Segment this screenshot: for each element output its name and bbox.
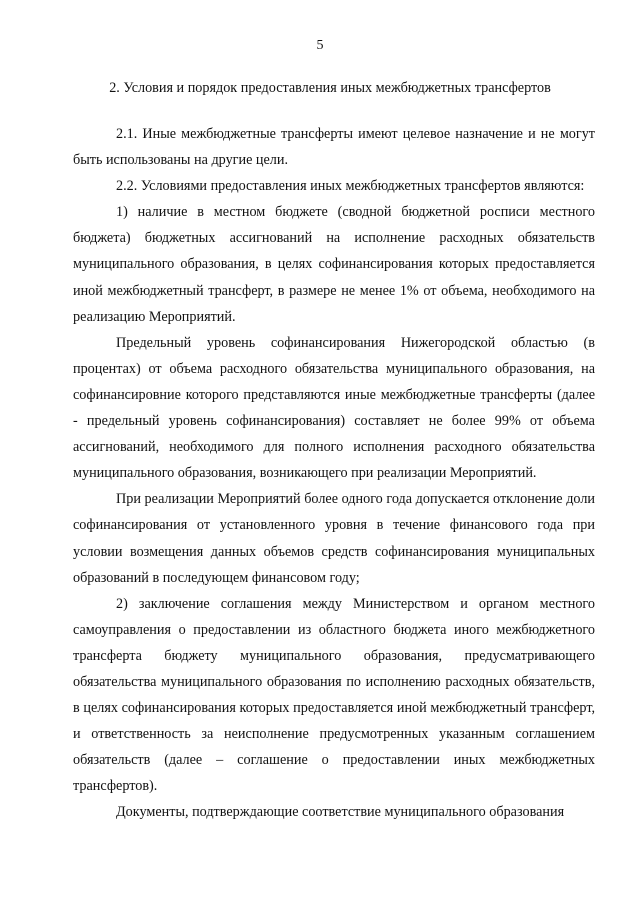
paragraph-multiyear-deviation: При реализации Мероприятий более одного года допускается отклонение доли софинансирования от установленного уровня в течение финансового года при условии возмещения данных объемов средств софинансирования муниципальных образований в последующем финансовом году; — [73, 491, 595, 586]
paragraph-2-1: 2.1. Иные межбюджетные трансферты имеют целевое назначение и не могут быть использованы на другие цели. — [73, 126, 595, 169]
paragraph-documents: Документы, подтверждающие соответствие муниципального образования — [116, 804, 565, 821]
paragraph-2-2: 2.2. Условиями предоставления иных межбюджетных трансфертов являются: — [116, 178, 585, 195]
document-body — [73, 121, 595, 826]
section-heading: 2. Условия и порядок предоставления иных межбюджетных трансфертов — [109, 80, 551, 96]
paragraph-condition-1: 1) наличие в местном бюджете (сводной бюджетной росписи местного бюджета) бюджетных ассигнований на исполнение расходных обязательств муниципального образования, в целях софинансирования которых предоставляется иной межбюджетный трансферт, в размере не менее 1% от объема, необходимого на реализацию Мероприятий. — [73, 204, 595, 325]
paragraph-cofinancing-limit: Предельный уровень софинансирования Нижегородской областью (в процентах) от объема расходного обязательства муниципального образования, на софинансировние которого представляются иные межбюджетные трансферты (далее - предельный уровень софинансирования) составляет не более 99% от объема ассигнований, необходимого для полного исполнения расходного обязательства муниципального образования, возникающего при реализации Мероприятий. — [73, 334, 595, 482]
page-number: 5 — [316, 38, 324, 53]
paragraph-condition-2: 2) заключение соглашения между Министерством и органом местного самоуправления о предоставлении из областного бюджета иного межбюджетного трансферта бюджету муниципального образования, предусматривающего обязательства муниципального образования по исполнению расходных обязательств, в целях софинансирования которых предоставляется иной межбюджетный трансферт, и ответственность за неисполнение предусмотренных указанным соглашением обязательств (далее – соглашение о предоставлении иных межбюджетных трансфертов). — [73, 595, 595, 795]
